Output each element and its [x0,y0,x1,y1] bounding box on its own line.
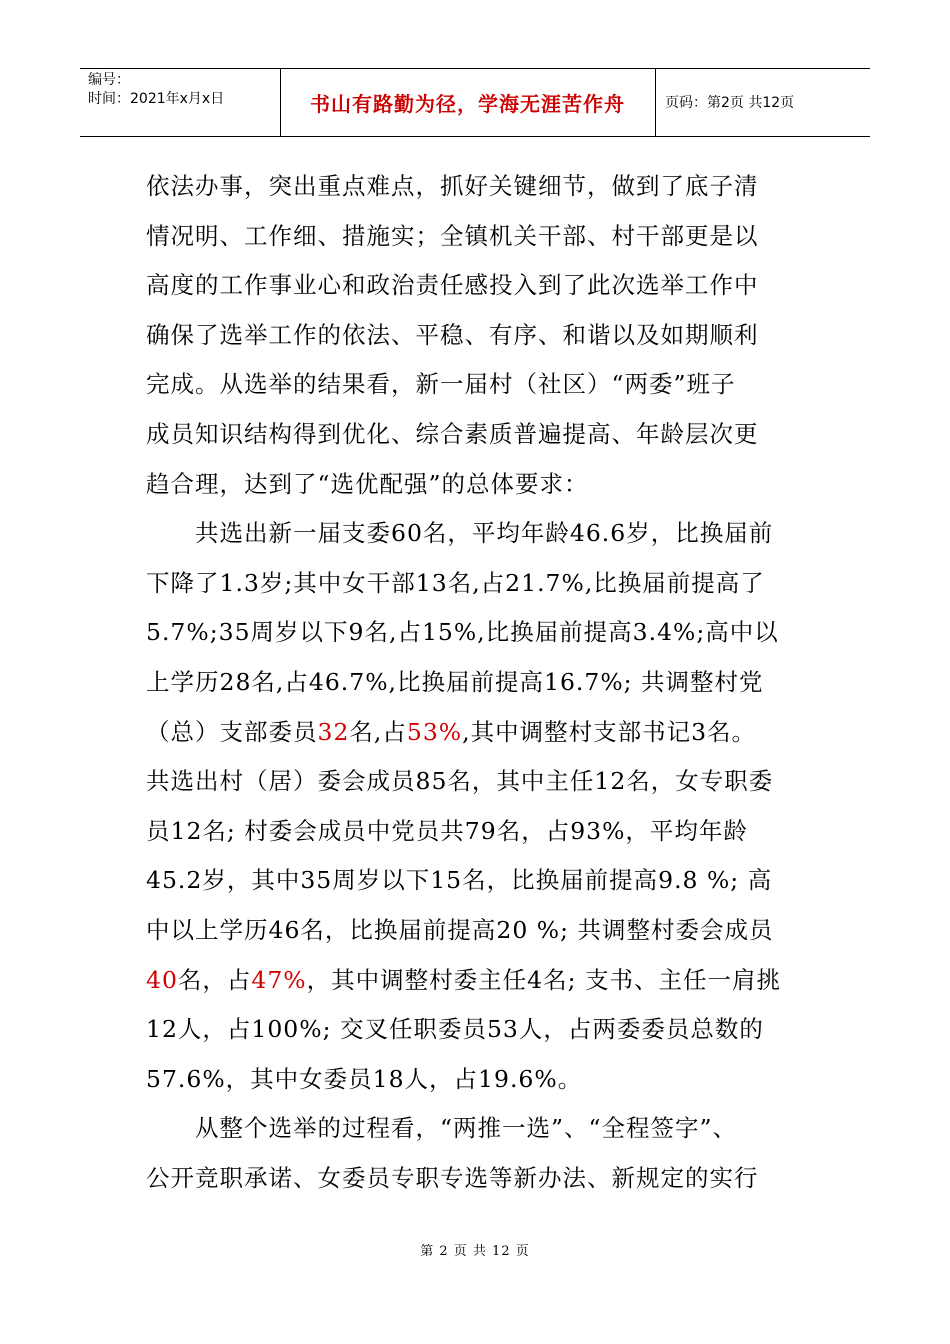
paragraph-1 [146,162,806,509]
highlight-number: 40 [146,965,178,994]
text-line: 57.6%，其中女委员18人，占19.6%。 [146,1064,583,1093]
header-motto: 书山有路勤为径，学海无涯苦作舟 [310,91,625,116]
text-line: 依法办事，突出重点难点，抓好关键细节，做到了底子清 [146,172,759,200]
text-line: 成员知识结构得到优化、综合素质普遍提高、年龄层次更 [146,419,759,448]
text-line: 员12名; 村委会成员中党员共79名，占93%，平均年龄 [146,816,748,845]
paragraph-3 [146,1104,806,1203]
text-line: 12人，占100%; 交叉任职委员53人，占两委委员总数的 [146,1015,764,1044]
text-segment: 名,占 [349,717,407,746]
text-line: 确保了选举工作的依法、平稳、有序、和谐以及如期顺利 [146,320,759,349]
text-line: 下降了1.3岁;其中女干部13名,占21.7%,比换届前提高了 [146,568,765,597]
text-line: 5.7%;35周岁以下9名,占15%,比换届前提高3.4%;高中以 [146,618,779,647]
text-line: 中以上学历46名，比换届前提高20 %; 共调整村委会成员 [146,915,774,944]
text-line: 公开竞职承诺、女委员专职专选等新办法、新规定的实行 [146,1163,759,1192]
document-number-label: 编号： [88,72,130,88]
highlight-number: 47% [251,965,307,994]
page-header [80,68,870,137]
text-line: 从整个选举的过程看，“两推一选”、“全程签字”、 [146,1114,738,1143]
page-footer: 第 2 页 共 12 页 [420,1244,530,1259]
text-line: 上学历28名,占46.7%,比换届前提高16.7%; 共调整村党 [146,667,764,696]
text-segment: 名，占 [177,965,252,994]
header-page-info: 页码：第2页 共12页 [665,95,795,111]
header-divider [655,69,656,136]
text-line: 情况明、工作细、措施实；全镇机关干部、村干部更是以 [146,221,759,250]
text-line: 趋合理，达到了“选优配强”的总体要求： [146,469,589,498]
paragraph-2 [146,509,806,1104]
text-line: 45.2岁，其中35周岁以下15名，比换届前提高9.8 %; 高 [146,866,773,895]
document-time-label: 时间：2021年x月x日 [88,91,225,107]
text-line: 完成。从选举的结果看，新一届村（社区）“两委”班子 [146,370,736,399]
text-line [146,708,806,758]
highlight-number: 32 [317,717,350,746]
text-line: 共选出村（居）委会成员85名，其中主任12名，女专职委 [146,767,774,796]
document-body [146,162,806,1203]
header-meta [88,71,224,109]
highlight-number: 53% [406,717,463,746]
text-segment: ,其中调整村支部书记3名。 [462,717,757,746]
text-line: 高度的工作事业心和政治责任感投入到了此次选举工作中 [146,271,759,300]
text-line [146,956,806,1006]
text-line: 共选出新一届支委60名，平均年龄46.6岁，比换届前 [146,519,774,548]
text-segment: ，其中调整村委主任4名; 支书、主任一肩挑 [306,965,781,994]
text-segment: （总）支部委员 [146,717,318,746]
